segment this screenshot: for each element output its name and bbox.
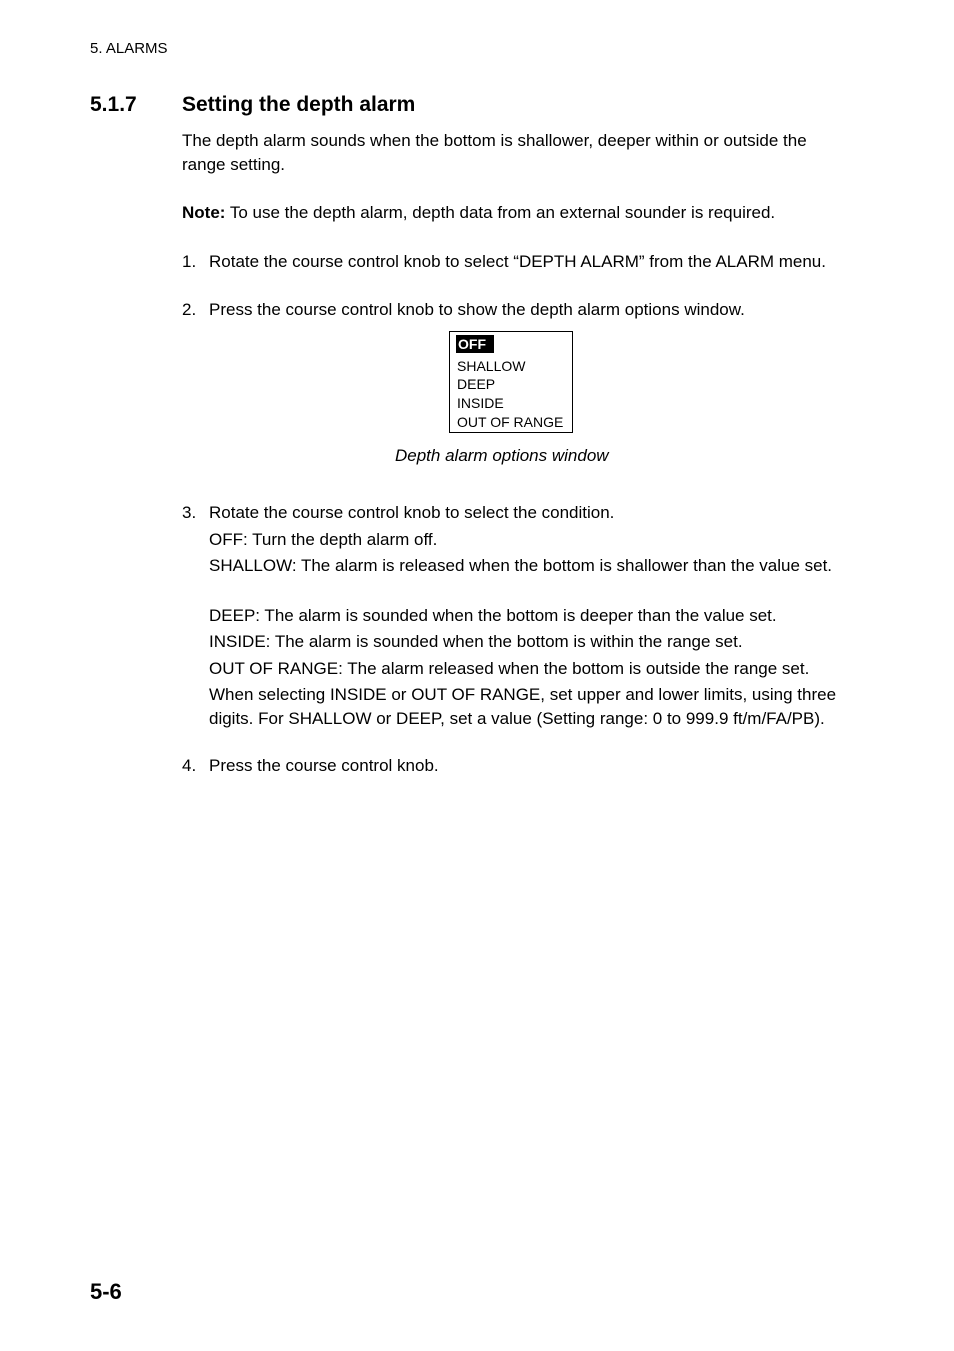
running-head: 5. ALARMS [90, 40, 168, 57]
page-number: 5-6 [90, 1279, 122, 1304]
step-text: Press the course control knob to show the depth alarm options window. [209, 300, 745, 319]
desc-deep: DEEP: The alarm is sounded when the bottom is deeper than the value set. [209, 606, 777, 625]
desc-shallow: SHALLOW: The alarm is released when the bottom is shallower than the value set. [209, 556, 833, 575]
option-deep[interactable]: DEEP [457, 376, 496, 392]
figure-caption: Depth alarm options window [395, 446, 609, 465]
section-title: Setting the depth alarm [182, 93, 416, 116]
step-number: 4. [182, 756, 197, 775]
desc-inside: INSIDE: The alarm is sounded when the bottom is within the range set. [209, 632, 743, 651]
step-text: Rotate the course control knob to select the condition. [209, 503, 615, 522]
section-number: 5.1.7 [90, 93, 137, 116]
step-number: 2. [182, 300, 197, 319]
desc-off: OFF: Turn the depth alarm off. [209, 530, 438, 549]
option-inside[interactable]: INSIDE [457, 395, 504, 411]
step-2 [182, 298, 842, 322]
step-1 [182, 250, 842, 298]
step-text: Press the course control knob. [209, 756, 439, 775]
desc-out-of-range: OUT OF RANGE: The alarm released when the bottom is outside the range set. [209, 659, 810, 678]
option-off[interactable]: OFF [456, 335, 494, 353]
note-label: Note: [182, 203, 226, 222]
step-number: 3. [182, 503, 197, 522]
option-out-of-range[interactable]: OUT OF RANGE [457, 414, 564, 430]
note-paragraph [182, 201, 842, 225]
note-text: To use the depth alarm, depth data from an external sounder is required. [225, 203, 776, 222]
step-3 [182, 501, 842, 525]
step-4 [182, 754, 842, 778]
step-number: 1. [182, 252, 197, 271]
step-text: Rotate the course control knob to select “DEPTH ALARM” from the ALARM menu. [209, 252, 826, 271]
option-shallow[interactable]: SHALLOW [457, 358, 526, 374]
desc-limits: When selecting INSIDE or OUT OF RANGE, set upper and lower limits, using three digits. For SHALLOW or DEEP, set a value (Setting range: 0 to 999.9 ft/m/FA/PB). [209, 685, 837, 728]
depth-alarm-options-window [449, 331, 573, 433]
intro-paragraph: The depth alarm sounds when the bottom is shallower, deeper within or outside the range setting. [182, 131, 807, 174]
